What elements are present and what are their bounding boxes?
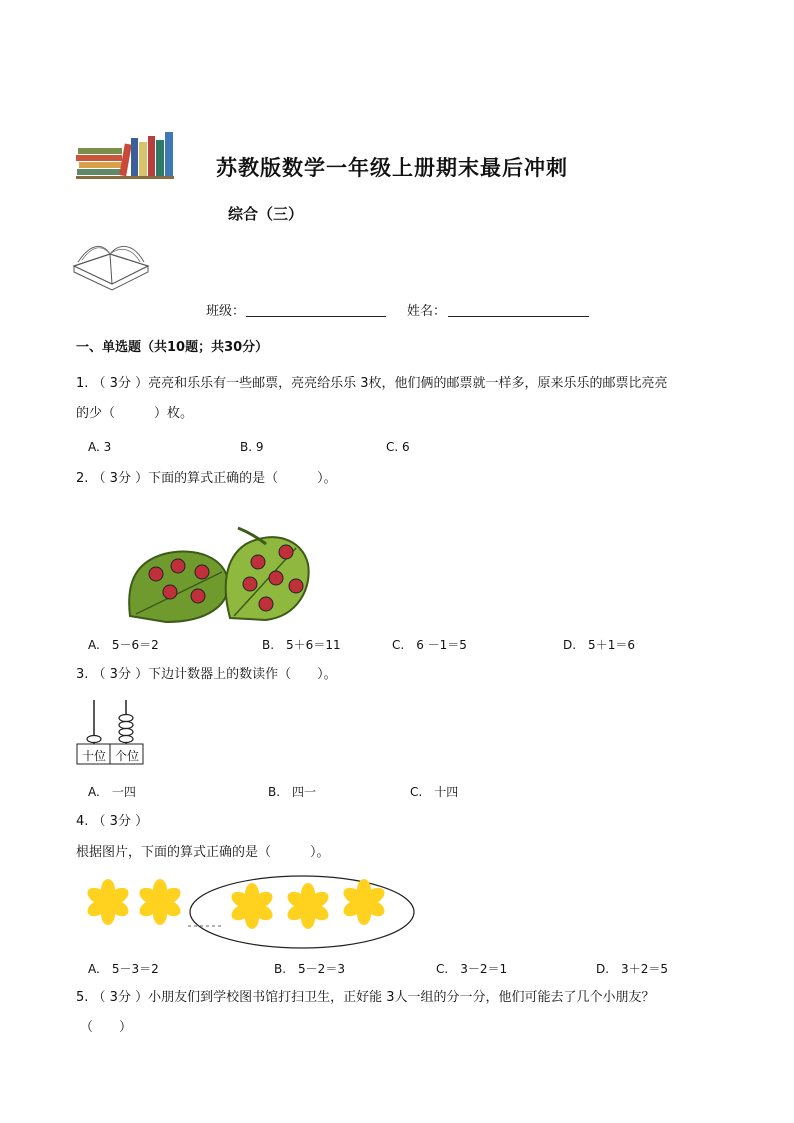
- class-label: 班级：: [206, 304, 246, 319]
- flowers-image: [76, 870, 420, 952]
- q1-line1: 1. （ 3分 ）亮亮和乐乐有一些邮票，亮亮给乐乐 3枚，他们俩的邮票就一样多，原来乐乐的邮票比亮亮: [76, 376, 668, 391]
- q3-text: 3. （ 3分 ）下边计数器上的数读作（ ）。: [76, 667, 337, 682]
- q5-line2: （ ）: [80, 1020, 133, 1035]
- q3-option-c[interactable]: C. 十四: [410, 785, 459, 799]
- abacus-ones-label: 个位: [114, 749, 139, 763]
- abacus-tens-label: 十位: [81, 749, 106, 763]
- q2-option-a[interactable]: A. 5－6＝2: [88, 638, 159, 652]
- q5-line1: 5. （ 3分 ）小朋友们到学校图书馆打扫卫生，正好能 3人一组的分一分，他们可能去了几个小朋友？: [76, 990, 655, 1005]
- q2-option-c[interactable]: C. 6 －1＝5: [392, 638, 467, 652]
- name-label: 姓名：: [407, 304, 447, 319]
- q1-option-a[interactable]: A. 3: [88, 440, 112, 454]
- name-field[interactable]: [448, 302, 589, 317]
- page-subtitle: 综合（三）: [228, 205, 304, 223]
- q2-text: 2. （ 3分 ）下面的算式正确的是（ ）。: [76, 471, 337, 486]
- q4-option-d[interactable]: D. 3＋2＝5: [596, 962, 668, 976]
- q4-line2: 根据图片，下面的算式正确的是（ ）。: [76, 845, 330, 860]
- q1-line2: 的少（ ）枚。: [76, 406, 194, 421]
- open-book-illustration: [70, 232, 152, 292]
- q2-option-d[interactable]: D. 5＋1＝6: [563, 638, 635, 652]
- q3-option-b[interactable]: B. 四一: [268, 785, 317, 799]
- q4-text: 4. （ 3分 ）: [76, 814, 149, 829]
- q4-option-b[interactable]: B. 5－2＝3: [274, 962, 345, 976]
- books-illustration: [76, 130, 176, 182]
- page-title: 苏教版数学一年级上册期末最后冲刺: [216, 155, 568, 180]
- q3-option-a[interactable]: A. 一四: [88, 785, 136, 799]
- q2-option-b[interactable]: B. 5＋6＝11: [262, 638, 341, 652]
- class-field[interactable]: [246, 302, 386, 317]
- section-heading: 一、单选题（共10题；共30分）: [76, 340, 269, 355]
- ladybug-leaves-image: [126, 522, 312, 626]
- q1-option-b[interactable]: B. 9: [240, 440, 264, 454]
- q4-option-a[interactable]: A. 5－3＝2: [88, 962, 159, 976]
- q4-option-c[interactable]: C. 3－2＝1: [436, 962, 508, 976]
- q1-option-c[interactable]: C. 6: [386, 440, 410, 454]
